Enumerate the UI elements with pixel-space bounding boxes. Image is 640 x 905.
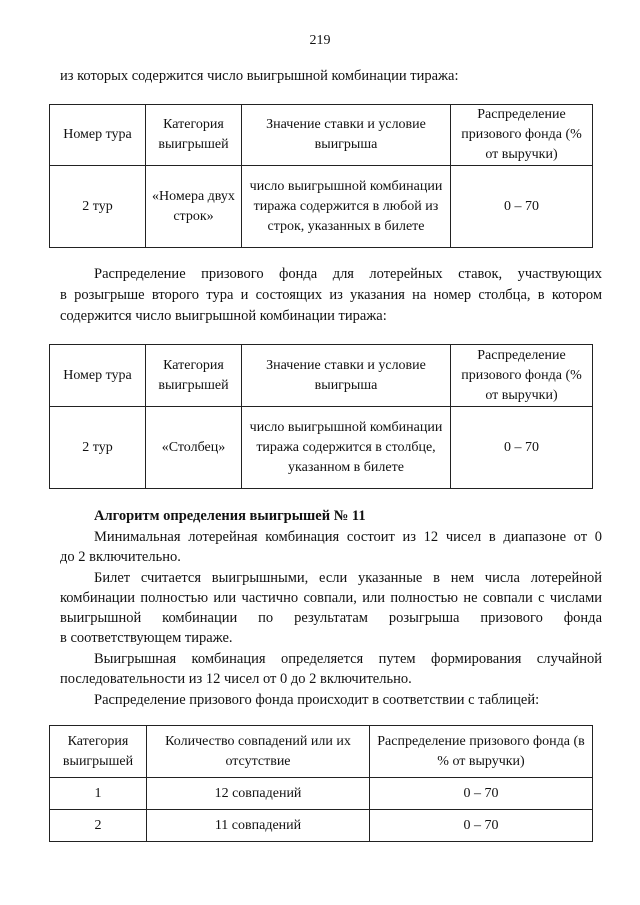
distribution-cell: 0 – 70 <box>370 778 593 810</box>
prize-table-matches <box>49 725 593 842</box>
page-number: 219 <box>309 33 331 48</box>
header-cell: Категория выигрышей <box>146 105 242 166</box>
table-row <box>50 166 593 248</box>
table-header-row <box>50 726 593 778</box>
intro-line: из которых содержится число выигрышной комбинации тиража: <box>60 68 459 84</box>
header-cell: Категория выигрышей <box>50 726 147 778</box>
tour-cell: 2 тур <box>50 407 146 489</box>
header-cell: Категория выигрышей <box>146 345 242 407</box>
matches-cell: 12 совпадений <box>147 778 370 810</box>
condition-cell: число выигрышной комбинации тиража содержится в столбце, указанном в билете <box>242 407 451 489</box>
algorithm-p3-line1: Выигрышная комбинация определяется путем формирования случайной <box>94 651 602 667</box>
algorithm-p1-line2: до 2 включительно. <box>60 549 181 565</box>
header-cell: Распределение призового фонда (в % от выручки) <box>370 726 593 778</box>
header-cell: Распределение призового фонда (% от выручки) <box>451 105 593 166</box>
distribution-paragraph-line2: в розыгрыше второго тура и состоящих из указания на номер столбца, в котором <box>60 287 602 303</box>
tour-cell: 2 тур <box>50 166 146 248</box>
category-cell: 2 <box>50 810 147 842</box>
algorithm-p2-line3: выигрышной комбинации по результатам розыгрыша призового фонда <box>60 610 602 626</box>
table-row <box>50 810 593 842</box>
header-cell: Номер тура <box>50 105 146 166</box>
header-cell: Распределение призового фонда (% от выручки) <box>451 345 593 407</box>
algorithm-p1-line1: Минимальная лотерейная комбинация состоит из 12 чисел в диапазоне от 0 <box>94 529 602 545</box>
algorithm-p2-line4: в соответствующем тираже. <box>60 630 233 646</box>
algorithm-p4: Распределение призового фонда происходит в соответствии с таблицей: <box>94 692 540 708</box>
distribution-cell: 0 – 70 <box>451 166 593 248</box>
algorithm-heading: Алгоритм определения выигрышей № 11 <box>94 508 366 524</box>
table-header-row <box>50 105 593 166</box>
table-row <box>50 778 593 810</box>
category-cell: 1 <box>50 778 147 810</box>
table-row <box>50 407 593 489</box>
table-header-row <box>50 345 593 407</box>
distribution-paragraph-line1: Распределение призового фонда для лотерейных ставок, участвующих <box>94 266 602 282</box>
distribution-cell: 0 – 70 <box>451 407 593 489</box>
distribution-paragraph-line3: содержится число выигрышной комбинации тиража: <box>60 308 387 324</box>
header-cell: Значение ставки и условие выигрыша <box>242 345 451 407</box>
header-cell: Номер тура <box>50 345 146 407</box>
category-cell: «Столбец» <box>146 407 242 489</box>
prize-table-rows <box>49 104 593 248</box>
distribution-cell: 0 – 70 <box>370 810 593 842</box>
algorithm-p2-line1: Билет считается выигрышными, если указанные в нем числа лотерейной <box>94 570 602 586</box>
algorithm-p2-line2: комбинации полностью или частично совпали, или полностью не совпали с числами <box>60 590 602 606</box>
algorithm-p3-line2: последовательности из 12 чисел от 0 до 2 включительно. <box>60 671 412 687</box>
header-cell: Количество совпадений или их отсутствие <box>147 726 370 778</box>
prize-table-column <box>49 344 593 489</box>
header-cell: Значение ставки и условие выигрыша <box>242 105 451 166</box>
category-cell: «Номера двух строк» <box>146 166 242 248</box>
condition-cell: число выигрышной комбинации тиража содержится в любой из строк, указанных в билете <box>242 166 451 248</box>
matches-cell: 11 совпадений <box>147 810 370 842</box>
